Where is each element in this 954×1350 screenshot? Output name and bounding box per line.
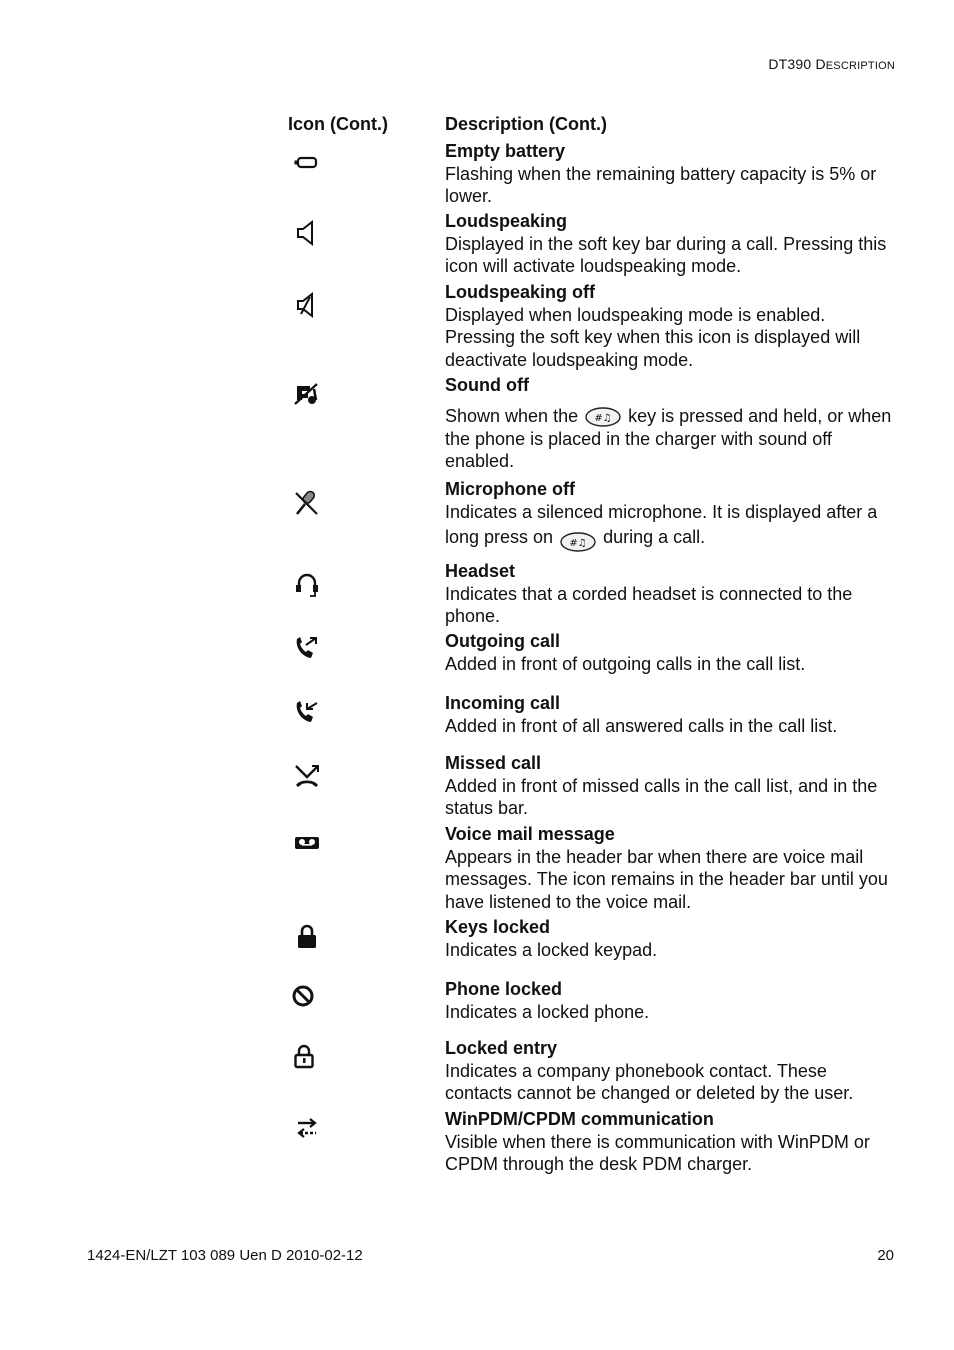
row-text: Indicates a locked keypad. bbox=[445, 939, 658, 960]
row-description bbox=[445, 210, 897, 278]
microphone-off-icon bbox=[292, 488, 322, 518]
row-text: Flashing when the remaining battery capacity is 5% or lower. bbox=[445, 163, 877, 206]
svg-text:#♫: #♫ bbox=[569, 538, 587, 549]
icon-column-header: Icon (Cont.) bbox=[288, 114, 388, 134]
row-description bbox=[445, 560, 897, 628]
row-title: Keys locked bbox=[445, 917, 551, 937]
row-title: Voice mail message bbox=[445, 824, 615, 844]
row-description bbox=[445, 1037, 897, 1105]
padlock-icon bbox=[292, 921, 322, 951]
row-title: Loudspeaking off bbox=[445, 282, 595, 302]
row-text: Added in front of outgoing calls in the call list. bbox=[445, 653, 806, 674]
row-text: Displayed when loudspeaking mode is enabled. Pressing the soft key when this icon is displayed will deactivate loudspeaking mode. bbox=[445, 304, 861, 370]
row-title: Outgoing call bbox=[445, 631, 560, 651]
row-description bbox=[445, 978, 897, 1023]
row-title: WinPDM/CPDM communication bbox=[445, 1109, 714, 1129]
row-title: Empty battery bbox=[445, 141, 566, 161]
row-text: Indicates that a corded headset is connected to the phone. bbox=[445, 583, 853, 626]
row-text: Visible when there is communication with WinPDM or CPDM through the desk PDM charger. bbox=[445, 1131, 870, 1174]
row-text: Added in front of all answered calls in the call list. bbox=[445, 715, 838, 736]
empty-battery-icon bbox=[292, 146, 322, 176]
incoming-call-icon bbox=[292, 697, 322, 727]
row-title: Missed call bbox=[445, 753, 542, 773]
running-header bbox=[768, 56, 895, 72]
row-text: Added in front of missed calls in the call list, and in the status bar. bbox=[445, 775, 878, 818]
row-text: Indicates a locked phone. bbox=[445, 1001, 650, 1022]
row-title: Locked entry bbox=[445, 1038, 558, 1058]
row-description bbox=[445, 281, 897, 371]
phone-locked-icon bbox=[292, 982, 322, 1012]
pdm-communication-icon bbox=[292, 1113, 322, 1143]
row-text: Displayed in the soft key bar during a call. Pressing this icon will activate loudspeaking mode. bbox=[445, 233, 887, 276]
row-description bbox=[445, 478, 897, 553]
voice-mail-icon bbox=[292, 828, 322, 858]
row-description bbox=[445, 752, 897, 820]
page-number: 20 bbox=[877, 1247, 894, 1264]
row-description bbox=[445, 823, 897, 913]
row-description bbox=[445, 140, 897, 208]
outgoing-call-icon bbox=[292, 633, 322, 663]
row-text: Indicates a company phonebook contact. These contacts cannot be changed or deleted by the user. bbox=[445, 1060, 854, 1103]
row-title: Incoming call bbox=[445, 693, 561, 713]
footer-doc-id: 1424-EN/LZT 103 089 Uen D 2010-02-12 bbox=[87, 1247, 363, 1264]
loudspeaking-off-icon bbox=[292, 290, 322, 320]
loudspeaking-icon bbox=[292, 218, 322, 248]
row-description bbox=[445, 374, 897, 473]
row-text: Appears in the header bar when there are voice mail messages. The icon remains in the header bar until you have listened to the voice mail. bbox=[445, 846, 888, 912]
hash-key-icon bbox=[584, 406, 622, 428]
row-description bbox=[445, 916, 897, 961]
sound-off-icon bbox=[292, 380, 322, 410]
header-doc: DT390 bbox=[768, 56, 812, 72]
locked-entry-icon bbox=[292, 1041, 322, 1071]
row-title: Headset bbox=[445, 561, 516, 581]
row-text: Shown when the #♫ key is pressed and held, or when the phone is placed in the charger with sound off enabled. bbox=[445, 405, 892, 472]
hash-key-icon bbox=[559, 531, 597, 553]
row-text: Indicates a silenced microphone. It is displayed after a long press on #♫ during a call. bbox=[445, 502, 877, 547]
svg-text:#♫: #♫ bbox=[594, 412, 612, 424]
row-description bbox=[445, 1108, 897, 1176]
row-title: Loudspeaking bbox=[445, 211, 568, 231]
row-title: Sound off bbox=[445, 375, 529, 395]
headset-icon bbox=[292, 570, 322, 600]
row-title: Phone locked bbox=[445, 979, 563, 999]
row-title: Microphone off bbox=[445, 479, 575, 499]
description-column-header: Description (Cont.) bbox=[445, 114, 607, 134]
missed-call-icon bbox=[292, 760, 322, 790]
header-section: DESCRIPTION bbox=[815, 56, 895, 72]
row-description bbox=[445, 630, 897, 675]
row-description bbox=[445, 692, 897, 737]
